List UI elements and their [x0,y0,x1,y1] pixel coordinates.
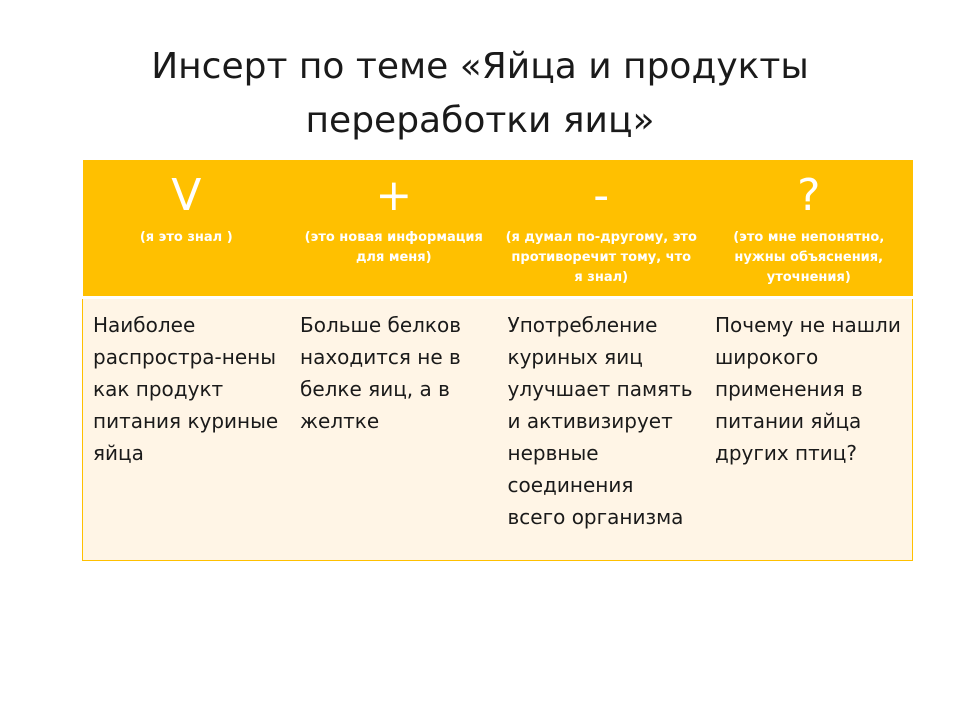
symbol-minus: - [593,170,610,221]
insert-table-body [83,298,913,561]
cell-question-content: Почему не нашли широкого применения в питании яйца других птиц? [705,298,913,561]
hint-question: (это мне непонятно, нужны объяснения, уточнения) [733,230,885,285]
slide-title [60,40,900,148]
symbol-plus: + [375,170,413,221]
table-row [83,298,913,561]
insert-table [82,160,913,561]
hint-new: (это новая информация для меня) [304,230,483,265]
header-cell-new [290,160,498,298]
header-cell-contradicts [498,160,706,298]
header-cell-question [705,160,913,298]
slide-title-line-1: Инсерт по теме «Яйца и продукты [151,46,809,87]
symbol-question: ? [797,170,821,221]
hint-known: (я это знал ) [139,230,233,245]
cell-new-content: Больше белков находится не в белке яиц, а в желтке [290,298,498,561]
cell-known-content: Наиболее распростра-нены как продукт питания куриные яйца [83,298,291,561]
header-cell-known [83,160,291,298]
symbol-check-v: V [171,170,202,221]
header-row [83,160,913,298]
slide-title-line-2: переработки яиц» [305,100,655,141]
cell-contradicts-content: Употребление куриных яиц улучшает память и активизирует нервные соединения всего организма [498,298,706,561]
insert-table-header [83,160,913,298]
hint-contradicts: (я думал по-другому, это противоречит тому, что я знал) [505,230,697,285]
